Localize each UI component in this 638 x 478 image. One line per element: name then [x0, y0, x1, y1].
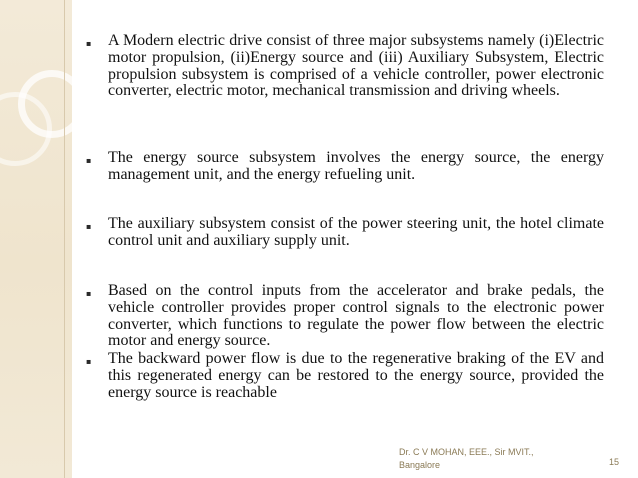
slide-footer [399, 446, 599, 472]
bullet-square-icon: ▪ [86, 156, 92, 165]
bullet-text: A Modern electric drive consist of three major subsystems namely (i)Electric motor propulsion, (ii)Energy source and (iii) Auxiliary Subsystem, Electric propulsion subsystem is comprised of a vehicle controller, power electronic converter, electric motor, mechanical transmission and driving wheels. [108, 32, 604, 100]
bullet-text: The energy source subsystem involves the energy source, the energy management unit, and the energy refueling unit. [108, 149, 604, 183]
bullet-item [86, 150, 604, 184]
decorative-side-band [0, 0, 72, 478]
bullet-item [86, 216, 604, 250]
footer-location: Bangalore [399, 460, 441, 470]
bullet-item [86, 33, 604, 100]
bullet-item [86, 283, 604, 350]
page-number: 15 [609, 457, 620, 467]
footer-author: Dr. C V MOHAN, EEE., Sir MVIT., [399, 447, 534, 457]
bullet-square-icon: ▪ [86, 357, 92, 366]
bullet-item [86, 351, 604, 401]
bullet-square-icon: ▪ [86, 222, 92, 231]
bullet-square-icon: ▪ [86, 39, 92, 48]
side-band-divider [64, 0, 65, 478]
bullet-square-icon: ▪ [86, 289, 92, 298]
bullet-text: The backward power flow is due to the regenerative braking of the EV and this regenerated energy can be restored to the energy source, provided the energy source is reachable [108, 350, 604, 401]
bullet-text: Based on the control inputs from the accelerator and brake pedals, the vehicle controller provides proper control signals to the electronic power converter, which functions to regulate the power flow between the electric motor and energy source. [108, 282, 604, 350]
bullet-text: The auxiliary subsystem consist of the power steering unit, the hotel climate control unit and auxiliary supply unit. [108, 215, 604, 249]
